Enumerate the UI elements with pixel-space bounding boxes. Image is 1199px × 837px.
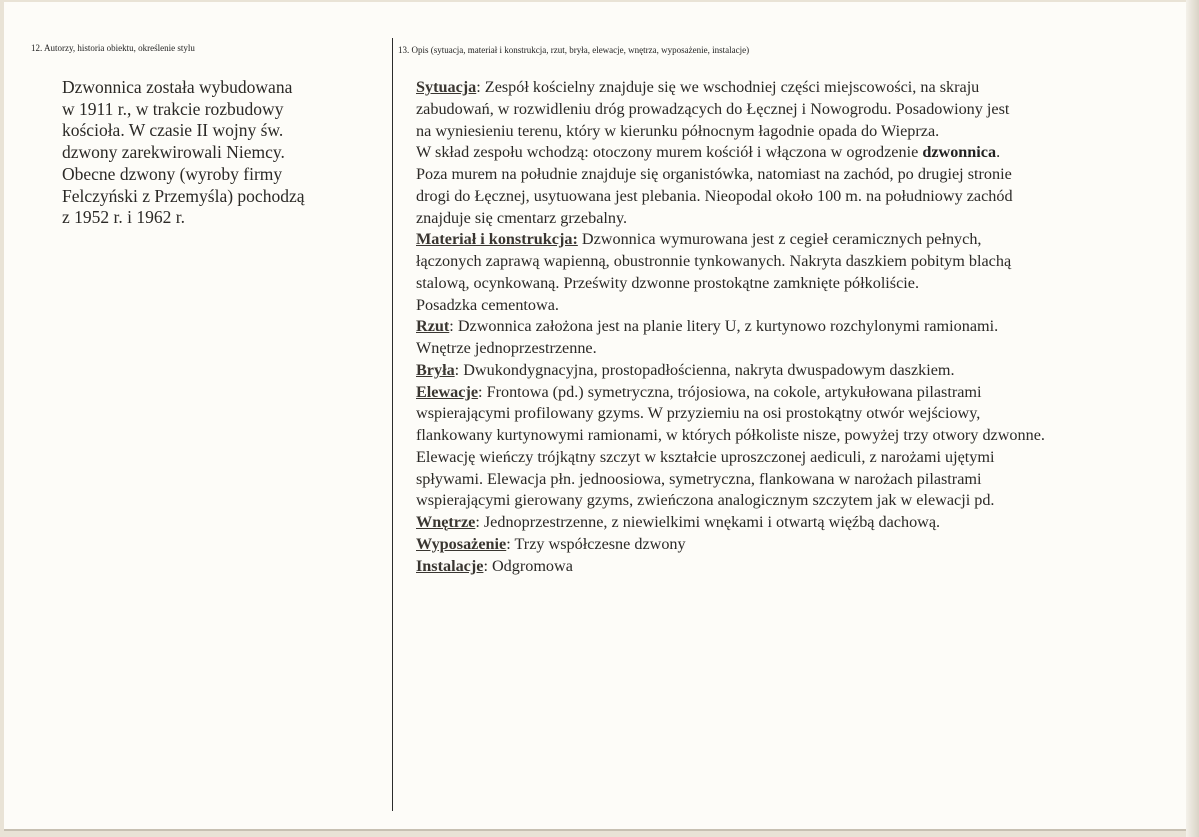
rzut-line: Wnętrze jednoprzestrzenne. [416,339,597,357]
history-text [62,77,362,229]
history-line: Dzwonnica została wybudowana [62,77,293,97]
rzut-line [416,316,1176,338]
wnetrze-label: Wnętrze [416,513,476,531]
bryla-text: : Dwukondygnacyjna, prostopadłościenna, nakryta dwuspadowym daszkiem. [454,360,955,379]
material-text: Dzwonnica wymurowana jest z cegieł ceramicznych pełnych, [577,230,982,249]
instalacje-label: Instalacje [416,556,484,575]
instalacje-line [416,556,1176,578]
wnetrze-line [416,512,1176,534]
history-line: Felczyński z Przemyśla) pochodzą [62,185,305,206]
wnetrze-text: : Jednoprzestrzenne, z niewielkimi wnękami i otwartą więźbą dachową. [475,513,941,531]
sytuacja-line [416,77,1176,99]
rzut-label: Rzut [416,317,450,336]
material-line: Posadzka cementowa. [416,295,559,314]
rzut-text: : Dzwonnica założona jest na planie litery U, z kurtynowo rozchylonymi ramionami. [449,317,999,336]
dzwonnica-emphasis: dzwonnica [922,143,997,162]
sytuacja-line: zabudowań, w rozwidleniu dróg prowadzących do Łęcznej i Nowogrodu. Posadowiony jest [416,99,1010,118]
sytuacja-line: na wyniesieniu terenu, który w kierunku północnym łagodnie opada do Wieprza. [416,121,940,140]
material-line: łączonych zaprawą wapienną, obustronnie tynkowanych. Nakryta daszkiem pobitym blachą [416,252,1012,270]
history-line: dzwony zarekwirowali Niemcy. [62,142,285,163]
column-divider [392,38,393,811]
wyposazenie-line [416,534,1176,556]
history-line: z 1952 r. i 1962 r. [62,207,185,228]
description-text [416,77,1176,577]
material-line: stalową, ocynkowaną. Prześwity dzwonne prostokątne zamknięte półkoliście. [416,273,920,292]
elewacje-line: wspierającymi gierowany gzyms, zwieńczona analogicznym szczytem jak w elewacji pd. [416,491,995,510]
elewacje-line: flankowany kurtynowymi ramionami, w których półkoliste nisze, powyżej trzy otwory dzwonne. [416,426,1045,444]
sytuacja-line: Poza murem na południe znajduje się organistówka, natomiast na zachód, po drugiej stronie [416,165,1012,183]
material-line [416,229,1176,251]
section-12-header: 12. Autorzy, historia obiektu, określenie stylu [31,43,195,53]
sytuacja-text: . [996,143,1001,162]
elewacje-line: Elewację wieńczy trójkątny szczyt w kształcie uproszczonej aediculi, z narożami ujętymi [416,447,995,466]
wyposazenie-label: Wyposażenie [416,534,507,553]
section-13-header: 13. Opis (sytuacja, materiał i konstrukcja, rzut, bryła, elewacje, wnętrza, wyposażenie, instalacje) [398,45,750,55]
sytuacja-line: znajduje się cmentarz grzebalny. [416,208,628,227]
page-edge [1186,0,1199,837]
sytuacja-line: drogi do Łęcznej, usytuowana jest plebania. Nieopodal około 100 m. na południowy zachód [416,186,1013,205]
elewacje-line: wspierającymi profilowany gzyms. W przyziemiu na osi prostokątny otwór wejściowy, [416,404,981,423]
wyposazenie-text: : Trzy współczesne dzwony [506,534,686,553]
elewacje-line [416,382,1176,404]
material-label: Materiał i konstrukcja: [416,230,578,249]
instalacje-text: : Odgromowa [483,556,573,575]
sytuacja-text: : Zespół kościelny znajduje się we wschodniej części miejscowości, na skraju [476,78,980,96]
sytuacja-text: W skład zespołu wchodzą: otoczony murem kościół i włączona w ogrodzenie [416,143,923,162]
history-line: Obecne dzwony (wyroby firmy [62,163,283,184]
sytuacja-line [416,142,1176,164]
sytuacja-label: Sytuacja [416,78,477,96]
bryla-line [416,360,1176,382]
elewacje-line: spływami. Elewacja płn. jednoosiowa, symetryczna, flankowana w narożach pilastrami [416,469,982,488]
history-line: kościoła. W czasie II wojny św. [62,120,284,141]
bryla-label: Bryła [416,360,455,379]
history-line: w 1911 r., w trakcie rozbudowy [62,98,284,119]
elewacje-text: : Frontowa (pd.) symetryczna, trójosiowa, na cokole, artykułowana pilastrami [478,382,982,401]
elewacje-label: Elewacje [416,382,479,401]
